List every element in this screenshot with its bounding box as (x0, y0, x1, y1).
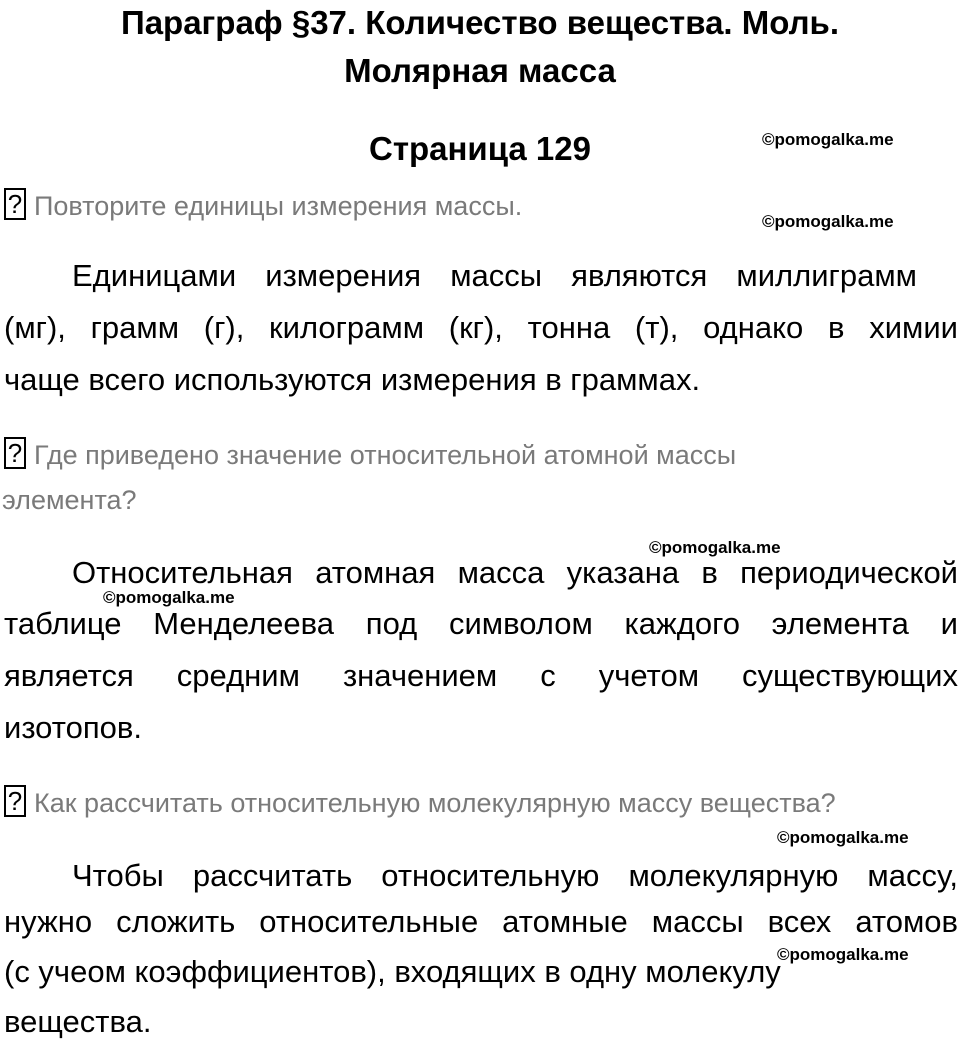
answer-2-line-1: Относительная атомная масса указана в периодической (72, 555, 958, 590)
question-1-text: Повторите единицы измерения массы. (34, 191, 523, 221)
watermark: ©pomogalka.me (777, 828, 909, 847)
answer-2-line-3: является средним значением с учетом существующих (4, 658, 958, 693)
question-1 (4, 183, 522, 229)
page-title-line-1: Параграф §37. Количество вещества. Моль. (120, 4, 840, 41)
answer-1-line-3: чаще всего используются измерения в граммах. (4, 362, 701, 397)
answer-2-line-2: таблице Менделеева под символом каждого элемента и (4, 606, 958, 641)
watermark: ©pomogalka.me (762, 212, 894, 231)
answer-3-line-2: нужно сложить относительные атомные массы всех атомов (4, 904, 958, 939)
question-2-text-line-1: Где приведено значение относительной атомной массы (34, 440, 737, 470)
question-3 (4, 780, 836, 826)
question-mark-icon: ? (4, 785, 26, 817)
question-3-text: Как рассчитать относительную молекулярную массу вещества? (34, 788, 836, 818)
watermark: ©pomogalka.me (762, 130, 894, 149)
watermark: ©pomogalka.me (649, 538, 781, 557)
question-2-text-line-2: элемента? (2, 485, 137, 515)
answer-3-line-4: вещества. (4, 1004, 152, 1039)
page-title-line-2: Молярная масса (344, 52, 616, 89)
watermark: ©pomogalka.me (103, 588, 235, 607)
answer-text: Единицами измерения массы являются миллиграмм (72, 258, 917, 293)
answer-3-line-3: (с учеом коэффициентов), входящих в одну молекулу (4, 954, 781, 989)
question-2 (4, 433, 736, 477)
answer-3-line-1: Чтобы рассчитать относительную молекулярную массу, (72, 858, 958, 893)
answer-2-line-4: изотопов. (4, 710, 142, 745)
answer-1-line-1 (4, 250, 958, 302)
page-number-label: Страница 129 (369, 130, 591, 167)
question-mark-icon: ? (4, 188, 26, 220)
question-mark-icon: ? (4, 437, 26, 469)
answer-1-line-2: (мг), грамм (г), килограмм (кг), тонна (т), однако в химии (4, 310, 958, 345)
watermark: ©pomogalka.me (777, 945, 909, 964)
